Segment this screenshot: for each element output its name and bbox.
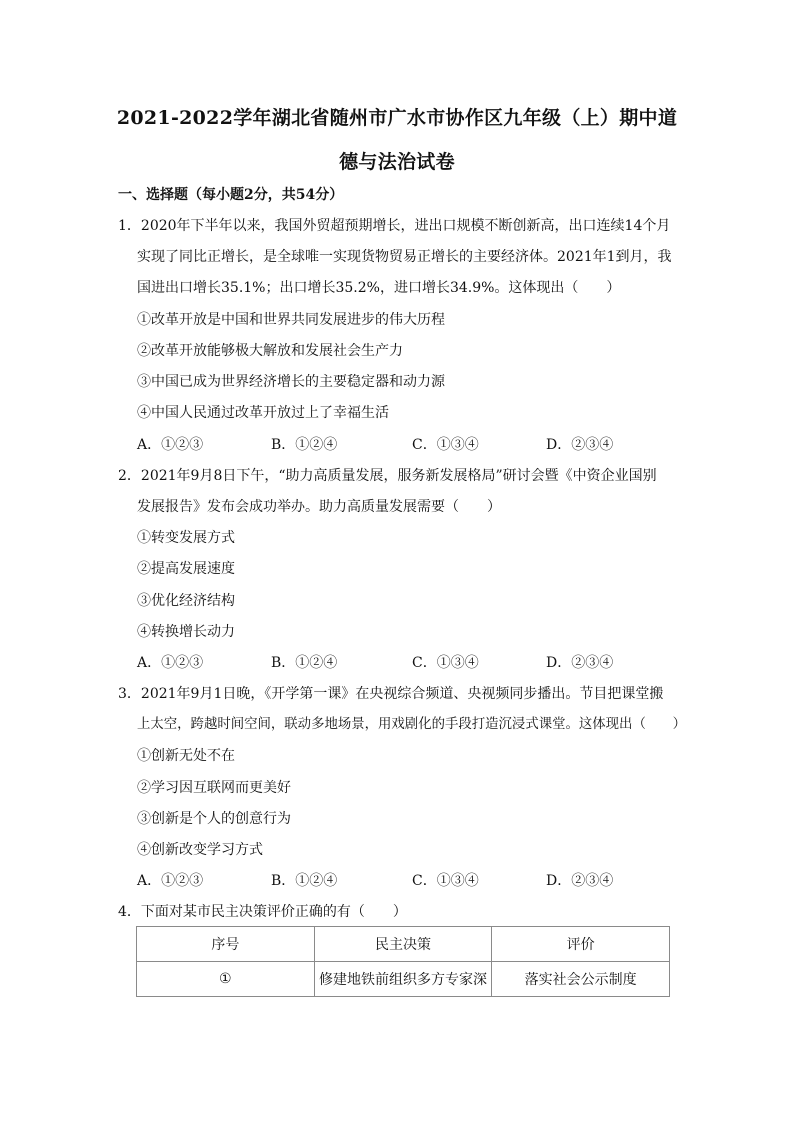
question-2-option-c[interactable]: C．①③④ (412, 655, 479, 671)
table-cell: 落实社会公示制度 (492, 962, 670, 997)
question-3-line-2: 上太空，跨越时间空间，联动多地场景，用戏剧化的手段打造沉浸式课堂。这体现出（ ） (137, 717, 687, 732)
question-3-option-a[interactable]: A．①②③ (137, 873, 204, 889)
question-2-option-b[interactable]: B．①②④ (271, 655, 338, 671)
question-3-statement-4: ④创新改变学习方式 (137, 842, 263, 858)
question-2-statement-2: ②提高发展速度 (137, 561, 235, 577)
question-1-line-1: 1．2020年下半年以来，我国外贸超预期增长，进出口规模不断创新高，出口连续14个月 (118, 218, 671, 234)
question-2-line-1: 2．2021年9月8日下午，“助力高质量发展，服务新发展格局”研讨会暨《中资企业国别 (118, 468, 657, 484)
question-2-statement-4: ④转换增长动力 (137, 624, 235, 640)
question-1-statement-2: ②改革开放能够极大解放和发展社会生产力 (137, 343, 403, 359)
question-1-line-2: 实现了同比正增长，是全球唯一实现货物贸易正增长的主要经济体。2021年1到月，我 (137, 249, 672, 265)
section-heading: 一、选择题（每小题2分，共54分） (118, 187, 344, 203)
question-1-statement-1: ①改革开放是中国和世界共同发展进步的伟大历程 (137, 312, 445, 328)
question-2-option-d[interactable]: D．②③④ (546, 655, 614, 671)
table-header-row (137, 927, 670, 962)
question-1-line-3: 国进出口增长35.1%；出口增长35.2%，进口增长34.9%。这体现出（ ） (137, 280, 621, 296)
table-header-cell: 民主决策 (314, 927, 492, 962)
question-2-options (137, 653, 697, 673)
question-1-option-b[interactable]: B．①②④ (271, 437, 338, 453)
question-3-option-d[interactable]: D．②③④ (546, 873, 614, 889)
table-row (137, 962, 670, 997)
question-1-option-d[interactable]: D．②③④ (546, 437, 614, 453)
table-cell: ① (137, 962, 315, 997)
question-3-statement-2: ②学习因互联网而更美好 (137, 780, 291, 796)
question-3-line-1: 3．2021年9月1日晚，《开学第一课》在央视综合频道、央视频同步播出。节目把课堂搬 (118, 686, 664, 702)
table-header-cell: 评价 (492, 927, 670, 962)
question-1-option-c[interactable]: C．①③④ (412, 437, 479, 453)
document-title-line-2: 德与法治试卷 (339, 151, 455, 173)
question-1-option-a[interactable]: A．①②③ (137, 437, 204, 453)
question-3-statement-1: ①创新无处不在 (137, 748, 235, 764)
question-3-option-b[interactable]: B．①②④ (271, 873, 338, 889)
question-2-statement-1: ①转变发展方式 (137, 530, 235, 546)
question-1-statement-4: ④中国人民通过改革开放过上了幸福生活 (137, 405, 389, 421)
question-3-statement-3: ③创新是个人的创意行为 (137, 811, 291, 827)
question-1-statement-3: ③中国已成为世界经济增长的主要稳定器和动力源 (137, 374, 445, 390)
question-2-line-2: 发展报告》发布会成功举办。助力高质量发展需要（ ） (137, 499, 501, 515)
question-1-options (137, 435, 697, 455)
question-3-option-c[interactable]: C．①③④ (412, 873, 479, 889)
table-cell: 修建地铁前组织多方专家深 (314, 962, 492, 997)
question-3-options (137, 871, 697, 891)
document-title-line-1: 2021-2022学年湖北省随州市广水市协作区九年级（上）期中道 (116, 107, 678, 129)
evaluation-table (136, 926, 670, 997)
question-2-statement-3: ③优化经济结构 (137, 593, 235, 609)
question-4-line-1: 4．下面对某市民主决策评价正确的有（ ） (118, 904, 407, 920)
question-2-option-a[interactable]: A．①②③ (137, 655, 204, 671)
table-header-cell: 序号 (137, 927, 315, 962)
